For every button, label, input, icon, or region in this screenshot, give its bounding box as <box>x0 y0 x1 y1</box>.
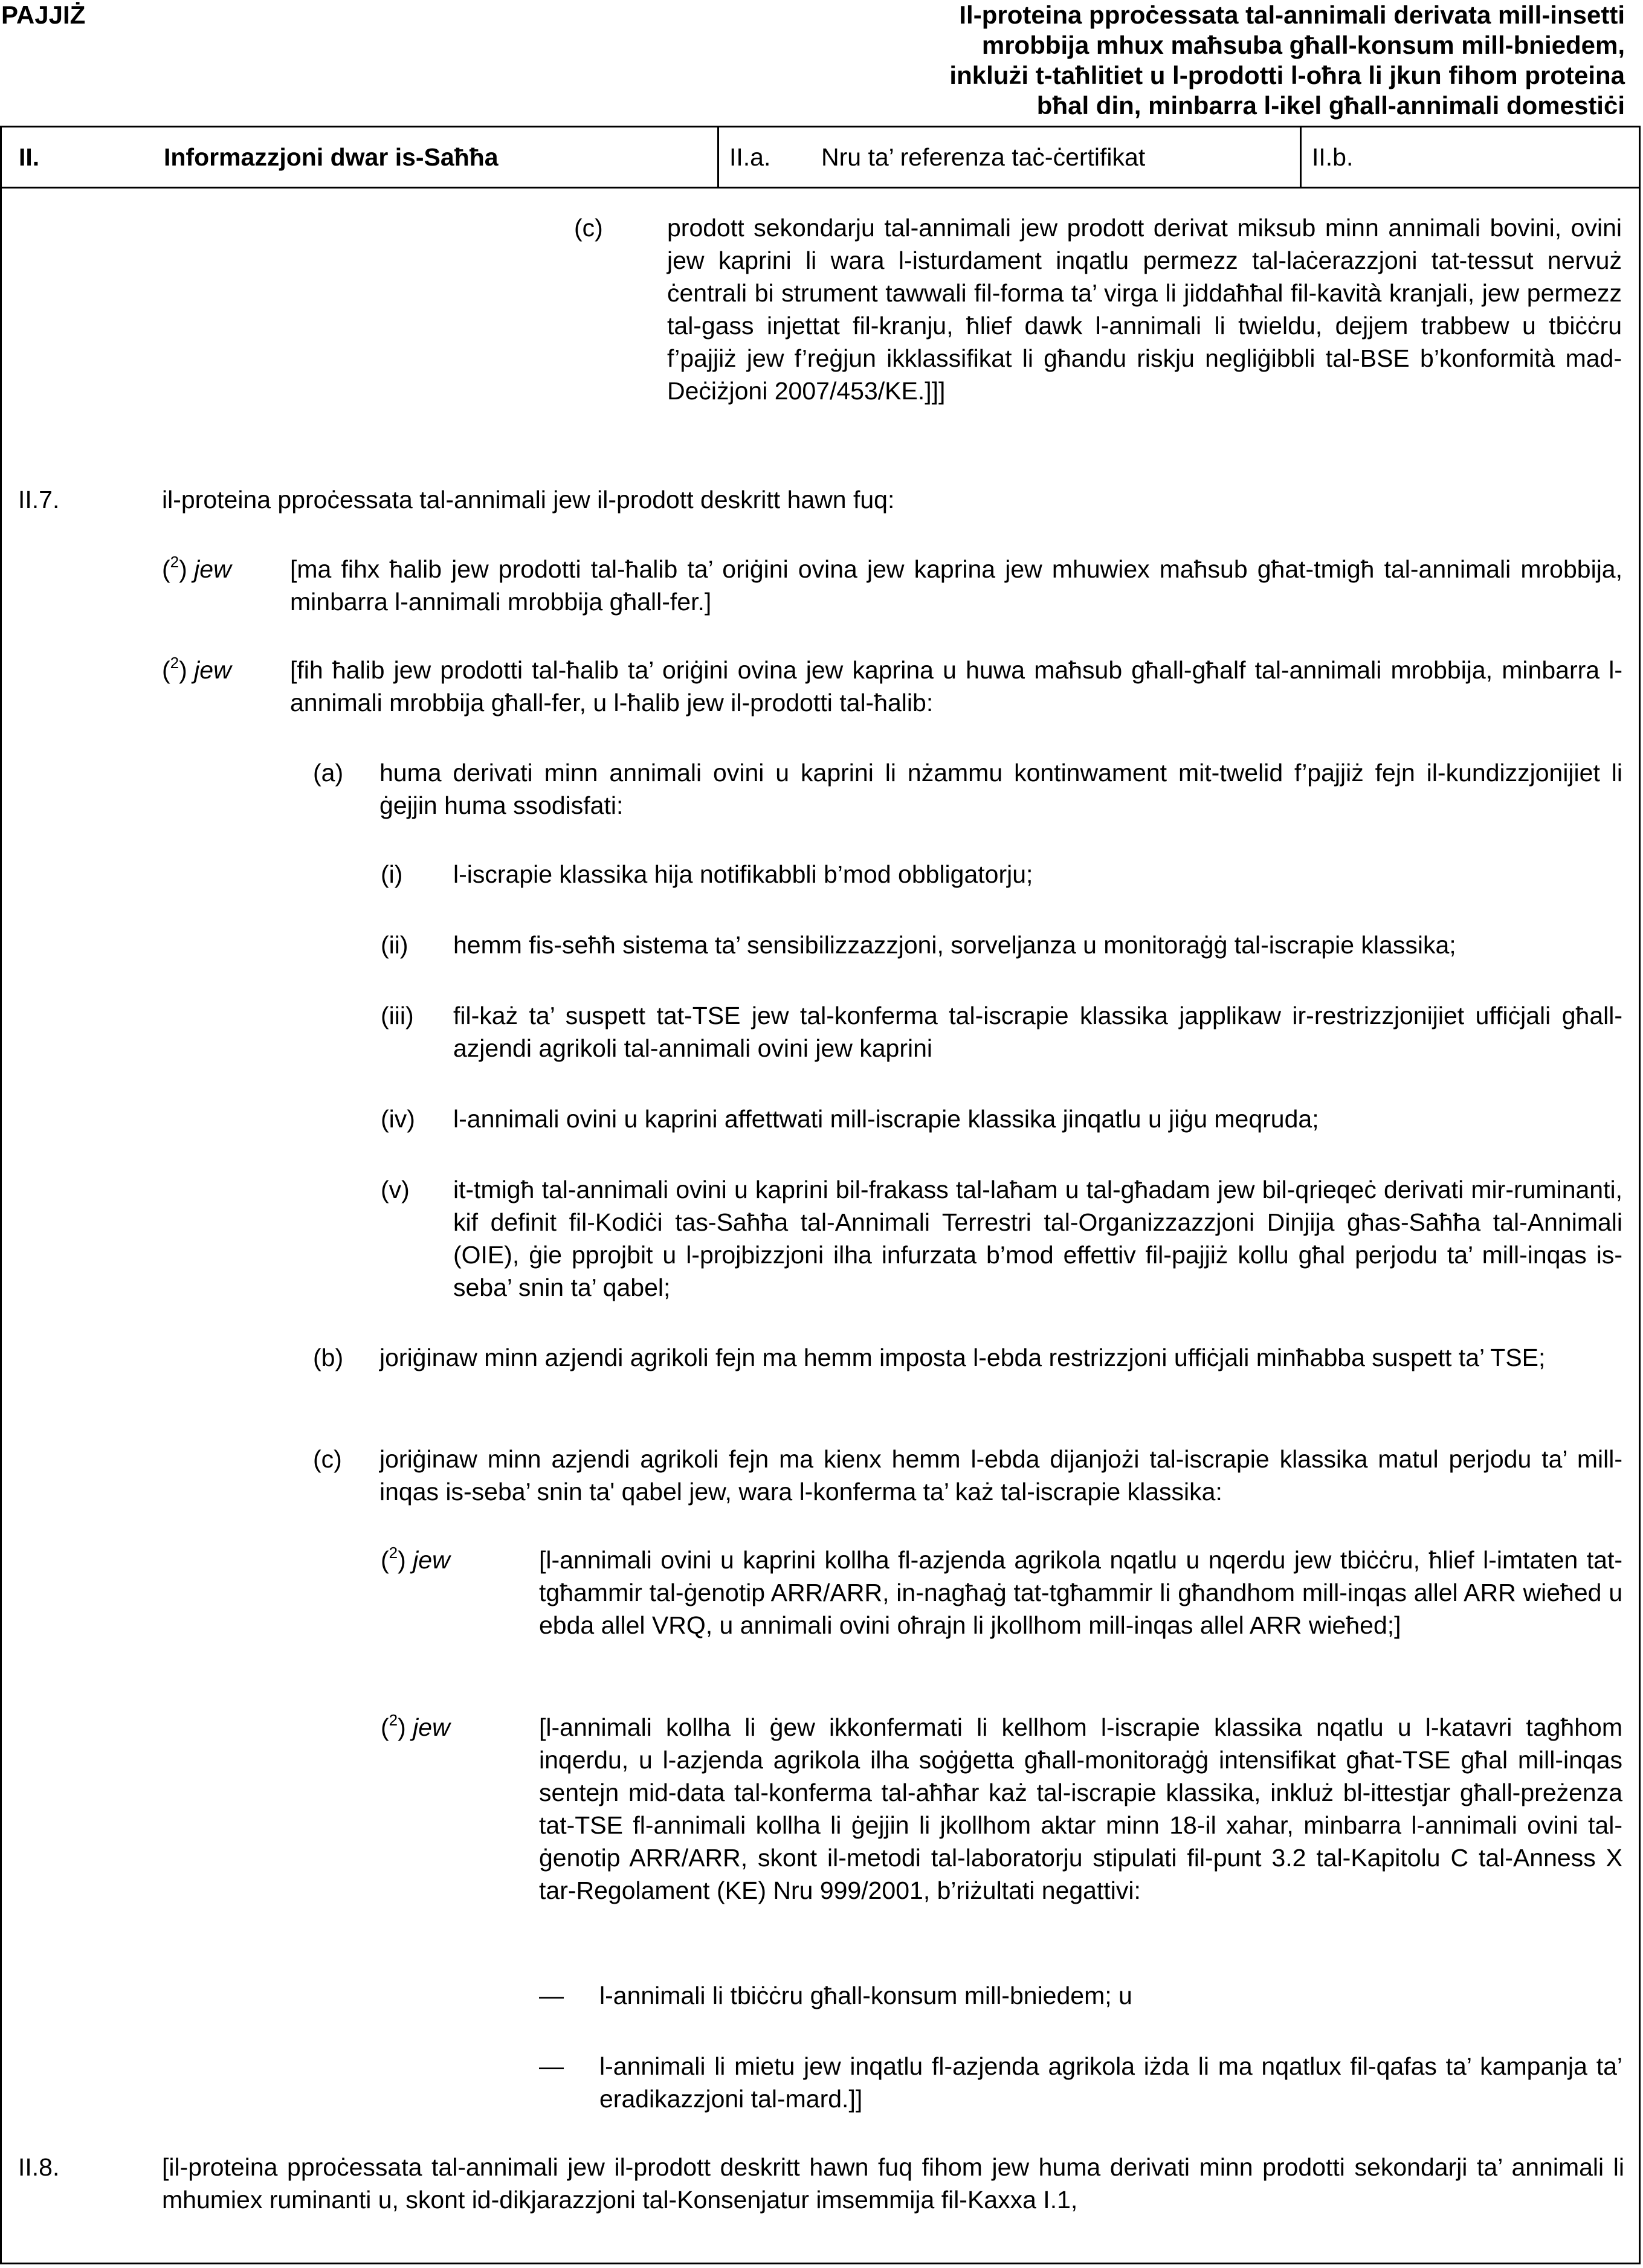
list-item: it-tmigħ tal-annimali ovini u kaprini bil-frakass tal-laħam u tal-għadam jew bil-qrieqeċ derivati mir-ruminanti, kif definit fil-Kodiċi tas-Saħħa tal-Annimali Terrestri tal-Organizzazzjoni Dinjija għas-Saħħa tal-Annimali (OIE), ġie pprojbit u l-projbizzjoni ilha infurzata b’mod effettiv fil-pajjiż kollu għal perjodu ta’ mill-inqas is-seba’ snin ta’ qabel; <box>453 1176 1622 1301</box>
list-item: l-iscrapie klassika hija notifikabbli b’mod obbligatorju; <box>453 860 1033 888</box>
title-line: Il-proteina pproċessata tal-annimali derivata mill-insetti <box>959 1 1625 29</box>
dash-item: l-annimali li tbiċċru għall-konsum mill-bniedem; u <box>599 1982 1132 2009</box>
item-label: (v) <box>381 1176 410 1203</box>
dash-item: l-annimali li mietu jew inqatlu fl-azjenda agrikola iżda li ma nqatlux fil-qafas ta’ kampanja ta’ eradikazzjoni tal-mard.]] <box>599 2052 1622 2113</box>
item-label: (ii) <box>381 931 408 959</box>
paragraph-c-prev: prodott sekondarju tal-annimali jew prodott derivat miksub minn annimali bovini, ovini jew kaprini li wara l-isturdament inqatlu permezz tal-laċerazzjoni tat-tessut nervuż ċentrali bi strument tawwali fil-forma ta’ virga li jiddaħħal fil-kavità kranjali, jew permezz tal-gass injettat fil-kranju, ħlief dawk l-annimali li twieldu, dejjem trabbew u tbiċċru f’pajjiż jew f’reġjun ikklassifikat li għandu riskju negliġibbli tal-BSE b’konformità mad-Deċiżjoni 2007/453/KE.]]] <box>667 214 1622 405</box>
reference-number-label: Nru ta’ referenza taċ-ċertifikat <box>821 143 1146 171</box>
title-line: inklużi t-taħlitiet u l-prodotti l-oħra li jkun fihom proteina <box>949 61 1625 89</box>
item-label: (iv) <box>381 1105 415 1133</box>
list-item: hemm fis-seħħ sistema ta’ sensibilizzazzjoni, sorveljanza u monitoraġġ tal-iscrapie klassika; <box>453 931 1456 959</box>
header-divider <box>1300 127 1302 187</box>
option-marker: ($^2$) jew <box>162 553 231 583</box>
option-marker: ($^2$) jew <box>162 654 231 684</box>
dash-marker: — <box>539 1982 564 2009</box>
paragraph-c: joriġinaw minn azjendi agrikoli fejn ma kienx hemm l-ebda dijanjożi tal-iscrapie klassika matul perjodu ta’ mill-inqas is-seba’ snin ta' qabel jew, wara l-konferma ta’ każ tal-iscrapie klassika: <box>379 1445 1622 1506</box>
item-label: (c) <box>574 214 603 242</box>
reference-code-label: II.a. <box>729 143 771 171</box>
paragraph-c-option-1: [l-annimali ovini u kaprini kollha fl-azjenda agrikola nqatlu u nqerdu jew tbiċċru, ħlief l-imtaten tat-tgħammir tal-ġenotip ARR/ARR, in-nagħaġ tat-tgħammir li għandhom mill-inqas allel ARR wieħed u ebda allel VRQ, u annimali ovini oħrajn li jkollhom mill-inqas allel ARR wieħed;] <box>539 1546 1622 1639</box>
item-label: (c) <box>313 1445 342 1473</box>
list-item: l-annimali ovini u kaprini affettwati mill-iscrapie klassika jinqatlu u jiġu meqruda; <box>453 1105 1319 1133</box>
option-marker: ($^2$) jew <box>381 1544 450 1574</box>
paragraph-ii8: [il-proteina pproċessata tal-annimali jew il-prodott deskritt hawn fuq fihom jew huma derivati minn prodotti sekondarji ta’ annimali li mhumiex ruminanti u, skont id-dikjarazzjoni tal-Konsenjatur imsemmija fil-Kaxxa I.1, <box>162 2153 1624 2214</box>
section-number-ii7: II.7. <box>18 486 60 514</box>
section-number-ii8: II.8. <box>18 2153 60 2181</box>
paragraph-b: joriġinaw minn azjendi agrikoli fejn ma hemm imposta l-ebda restrizzjoni uffiċjali minħabba suspett ta’ TSE; <box>379 1344 1546 1371</box>
title-line: mrobbija mhux maħsuba għall-konsum mill-bniedem, <box>981 31 1625 59</box>
dash-marker: — <box>539 2052 564 2080</box>
paragraph-option-2: [fih ħalib jew prodotti tal-ħalib ta’ oriġini ovina jew kaprina u huwa maħsub għall-għalf tal-annimali mrobbija, minbarra l-annimali mrobbija għall-fer, u l-ħalib jew il-prodotti tal-ħalib: <box>290 656 1622 717</box>
section-number: II. <box>19 143 40 171</box>
reference-b-label: II.b. <box>1312 143 1354 171</box>
paragraph-ii7: il-proteina pproċessata tal-annimali jew il-prodott deskritt hawn fuq: <box>162 486 895 514</box>
paragraph-option-1: [ma fihx ħalib jew prodotti tal-ħalib ta’ oriġini ovina jew kaprina jew mhuwiex maħsub għat-tmigħ tal-annimali mrobbija, minbarra l-annimali mrobbija għall-fer.] <box>290 555 1622 616</box>
item-label: (a) <box>313 759 344 787</box>
option-marker: ($^2$) jew <box>381 1711 450 1741</box>
section-header-row <box>0 126 1641 188</box>
paragraph-a: huma derivati minn annimali ovini u kaprini li nżammu kontinwament mit-twelid f’pajjiż fejn il-kundizzjonijiet li ġejjin huma ssodisfati: <box>379 759 1622 819</box>
item-label: (iii) <box>381 1002 414 1029</box>
title-line: bħal din, minbarra l-ikel għall-annimali domestiċi <box>1036 91 1625 120</box>
country-label: PAJJIŻ <box>1 1 86 29</box>
document-title <box>718 0 1625 121</box>
item-label: (b) <box>313 1344 344 1371</box>
item-label: (i) <box>381 860 403 888</box>
paragraph-c-option-2: [l-annimali kollha li ġew ikkonfermati li kellhom l-iscrapie klassika nqatlu u l-katavri tagħhom inqerdu, u l-azjenda agrikola ilha soġġetta għall-monitoraġġ intensifikat għat-TSE għal mill-inqas sentejn mid-data tal-konferma tal-aħħar każ tal-iscrapie klassika, inkluż bl-ittestjar għall-preżenza tat-TSE fl-annimali kollha li ġejjin li jkollhom aktar minn 18-il xahar, minbarra l-annimali ovini tal-ġenotip ARR/ARR, skont il-metodi tal-laboratorju stipulati fil-punt 3.2 tal-Kapitolu C tal-Anness X tar-Regolament (KE) Nru 999/2001, b’riżultati negattivi: <box>539 1713 1622 1904</box>
header-divider <box>717 127 719 187</box>
list-item: fil-każ ta’ suspett tat-TSE jew tal-konferma tal-iscrapie klassika japplikaw ir-restrizzjonijiet uffiċjali għall-azjendi agrikoli tal-annimali ovini jew kaprini <box>453 1002 1622 1062</box>
section-title: Informazzjoni dwar is-Saħħa <box>164 143 499 171</box>
